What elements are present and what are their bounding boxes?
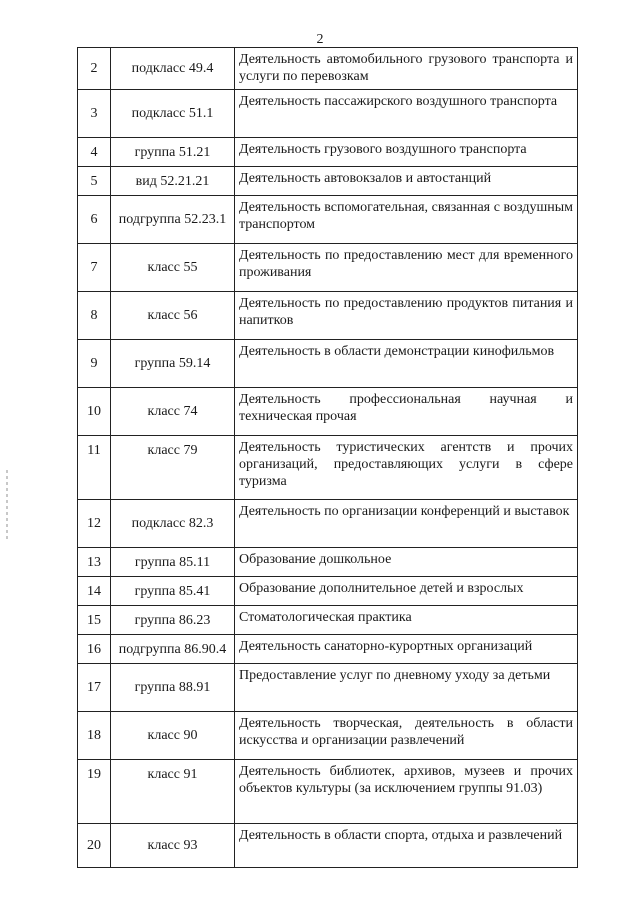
activity-code: класс 91 [111, 760, 235, 824]
table-row [78, 244, 578, 292]
row-number: 2 [78, 48, 111, 90]
table-row [78, 760, 578, 824]
row-number: 7 [78, 244, 111, 292]
activity-code: подкласс 49.4 [111, 48, 235, 90]
row-number: 17 [78, 664, 111, 712]
row-number: 14 [78, 577, 111, 606]
activity-code: группа 51.21 [111, 138, 235, 167]
activity-code: класс 55 [111, 244, 235, 292]
table-row [78, 664, 578, 712]
page-number: 2 [316, 32, 324, 47]
activity-description: Деятельность автовокзалов и автостанций [235, 167, 578, 196]
row-number: 12 [78, 500, 111, 548]
activity-description: Предоставление услуг по дневному уходу за детьми [235, 664, 578, 712]
row-number: 16 [78, 635, 111, 664]
row-number: 6 [78, 196, 111, 244]
activity-code: подгруппа 86.90.4 [111, 635, 235, 664]
activity-description: Стоматологическая практика [235, 606, 578, 635]
table-row [78, 577, 578, 606]
table-row [78, 635, 578, 664]
row-number: 4 [78, 138, 111, 167]
activity-description: Деятельность по организации конференций и выставок [235, 500, 578, 548]
table-row [78, 90, 578, 138]
activity-code: класс 74 [111, 388, 235, 436]
row-number: 15 [78, 606, 111, 635]
activity-description: Деятельность по предоставлению мест для временного проживания [235, 244, 578, 292]
row-number: 18 [78, 712, 111, 760]
activity-description: Деятельность творческая, деятельность в области искусства и организации развлечений [235, 712, 578, 760]
scan-margin-mark [6, 470, 8, 540]
row-number: 9 [78, 340, 111, 388]
activity-description: Деятельность профессиональная научная и техническая прочая [235, 388, 578, 436]
row-number: 5 [78, 167, 111, 196]
activity-description: Деятельность грузового воздушного транспорта [235, 138, 578, 167]
table-row [78, 48, 578, 90]
row-number: 8 [78, 292, 111, 340]
activity-code: класс 93 [111, 824, 235, 868]
row-number: 20 [78, 824, 111, 868]
row-number: 13 [78, 548, 111, 577]
activity-code: подгруппа 52.23.1 [111, 196, 235, 244]
activity-code: подкласс 82.3 [111, 500, 235, 548]
activity-description: Деятельность в области спорта, отдыха и развлечений [235, 824, 578, 868]
activity-code: группа 59.14 [111, 340, 235, 388]
table-row [78, 138, 578, 167]
activity-code: класс 79 [111, 436, 235, 500]
activity-description: Деятельность пассажирского воздушного транспорта [235, 90, 578, 138]
table-row [78, 500, 578, 548]
activity-description: Образование дополнительное детей и взрослых [235, 577, 578, 606]
activity-code: вид 52.21.21 [111, 167, 235, 196]
activity-codes-table [77, 47, 578, 868]
table-row [78, 388, 578, 436]
activity-description: Образование дошкольное [235, 548, 578, 577]
activity-description: Деятельность в области демонстрации кинофильмов [235, 340, 578, 388]
table-row [78, 167, 578, 196]
activity-description: Деятельность автомобильного грузового транспорта и услуги по перевозкам [235, 48, 578, 90]
activity-description: Деятельность по предоставлению продуктов питания и напитков [235, 292, 578, 340]
activity-code: группа 85.11 [111, 548, 235, 577]
row-number: 11 [78, 436, 111, 500]
activity-description: Деятельность библиотек, архивов, музеев и прочих объектов культуры (за исключением группы 91.03) [235, 760, 578, 824]
row-number: 3 [78, 90, 111, 138]
table-row [78, 606, 578, 635]
table-row [78, 340, 578, 388]
table-row [78, 292, 578, 340]
table-row [78, 712, 578, 760]
table-row [78, 548, 578, 577]
activity-code: группа 85.41 [111, 577, 235, 606]
activity-description: Деятельность вспомогательная, связанная с воздушным транспортом [235, 196, 578, 244]
activity-description: Деятельность туристических агентств и прочих организаций, предоставляющих услуги в сфере туризма [235, 436, 578, 500]
row-number: 10 [78, 388, 111, 436]
table-row [78, 824, 578, 868]
activity-description: Деятельность санаторно-курортных организаций [235, 635, 578, 664]
row-number: 19 [78, 760, 111, 824]
activity-code: подкласс 51.1 [111, 90, 235, 138]
activity-code: группа 88.91 [111, 664, 235, 712]
activity-code: класс 90 [111, 712, 235, 760]
table-row [78, 196, 578, 244]
table-row [78, 436, 578, 500]
activity-code: класс 56 [111, 292, 235, 340]
activity-code: группа 86.23 [111, 606, 235, 635]
